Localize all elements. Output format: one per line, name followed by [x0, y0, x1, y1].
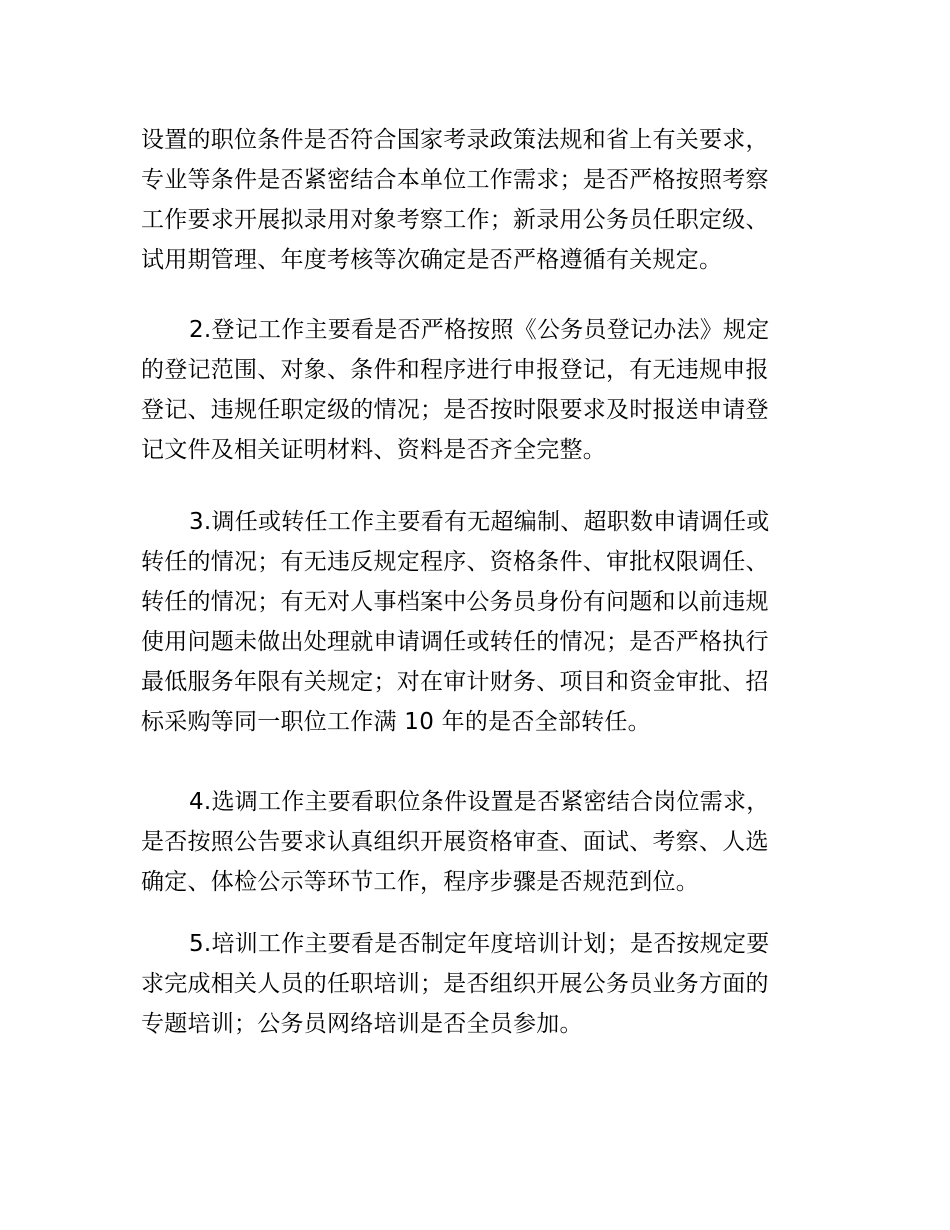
- text-line: 求完成相关人员的任职培训；是否组织开展公务员业务方面的: [141, 971, 769, 997]
- text-line: 是否按照公告要求认真组织开展资格审查、面试、考察、人选: [141, 829, 769, 855]
- text-line: 试用期管理、年度考核等次确定是否严格遵循有关规定。: [141, 247, 723, 273]
- text-line: 的登记范围、对象、条件和程序进行申报登记，有无违规申报: [141, 357, 769, 383]
- text-line: 3.调任或转任工作主要看有无超编制、超职数申请调任或: [189, 509, 770, 535]
- text-line: 专业等条件是否紧密结合本单位工作需求；是否严格按照考察: [141, 167, 769, 193]
- text-line: 标采购等同一职位工作满 10 年的是否全部转任。: [141, 709, 651, 735]
- text-line: 2.登记工作主要看是否严格按照《公务员登记办法》规定: [189, 317, 770, 343]
- text-line: 转任的情况；有无对人事档案中公务员身份有问题和以前违规: [141, 589, 769, 615]
- text-line: 登记、违规任职定级的情况；是否按时限要求及时报送申请登: [141, 397, 769, 423]
- text-line: 工作要求开展拟录用对象考察工作；新录用公务员任职定级、: [141, 207, 769, 233]
- paragraph-continuation: [141, 120, 813, 280]
- paragraph-registration: [141, 310, 813, 470]
- paragraph-training: [141, 924, 813, 1044]
- text-line: 确定、体检公示等环节工作，程序步骤是否规范到位。: [141, 869, 699, 895]
- text-line: 4.选调工作主要看职位条件设置是否紧密结合岗位需求，: [189, 789, 770, 815]
- text-line: 设置的职位条件是否符合国家考录政策法规和省上有关要求，: [141, 127, 769, 153]
- paragraph-selection: [141, 782, 813, 902]
- text-line: 转任的情况；有无违反规定程序、资格条件、审批权限调任、: [141, 549, 769, 575]
- text-line: 使用问题未做出处理就申请调任或转任的情况；是否严格执行: [141, 629, 769, 655]
- text-line: 最低服务年限有关规定；对在审计财务、项目和资金审批、招: [141, 669, 769, 695]
- text-line: 记文件及相关证明材料、资料是否齐全完整。: [141, 437, 606, 463]
- text-line: 5.培训工作主要看是否制定年度培训计划；是否按规定要: [189, 931, 770, 957]
- paragraph-transfer: [141, 502, 813, 742]
- text-line: 专题培训；公务员网络培训是否全员参加。: [141, 1011, 583, 1037]
